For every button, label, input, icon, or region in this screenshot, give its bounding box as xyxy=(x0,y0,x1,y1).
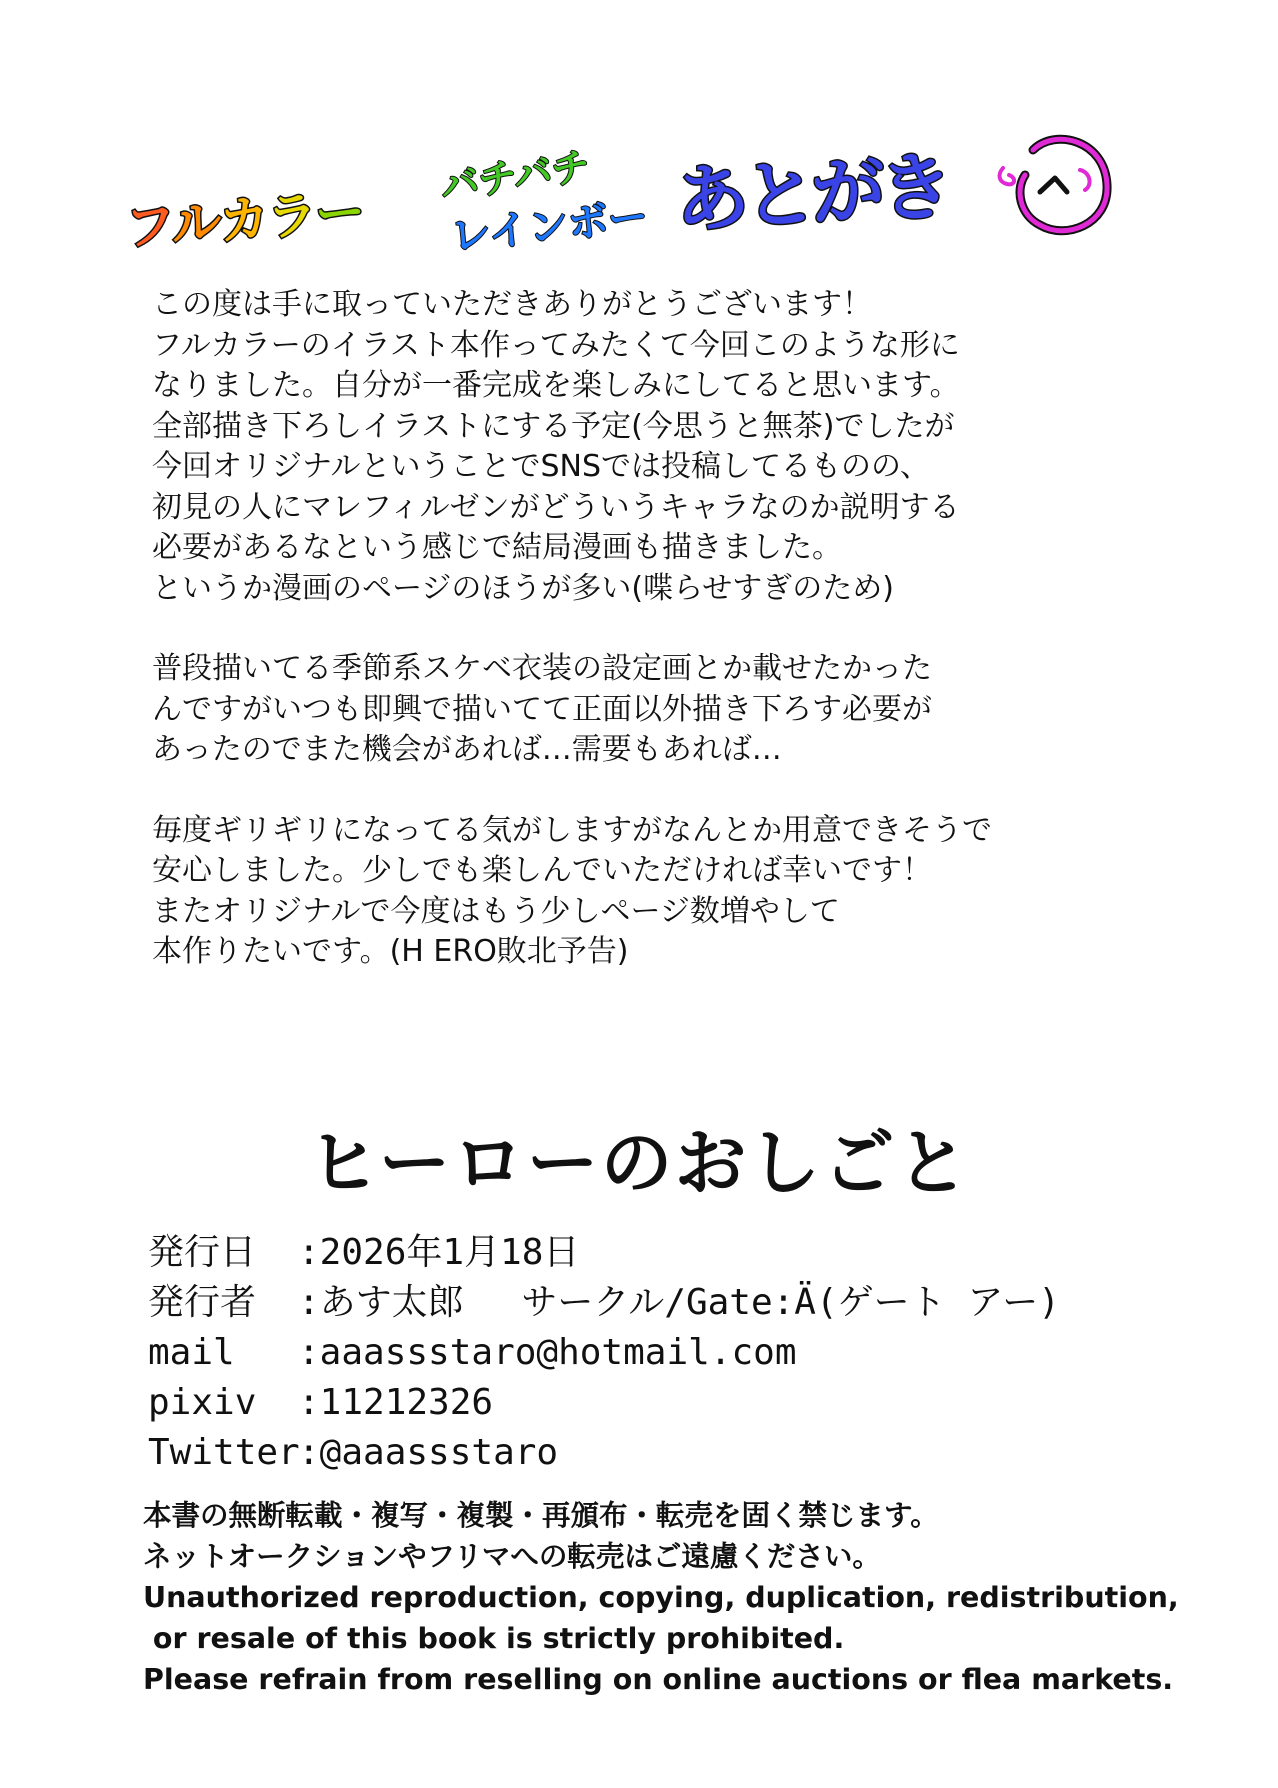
book-title: ヒーローのおしごと xyxy=(307,1121,971,1205)
text-line: なりました。自分が一番完成を楽しみにしてると思います。 xyxy=(152,368,960,403)
smiling-face-doodle-icon xyxy=(995,130,1115,245)
full-color-title xyxy=(123,172,365,260)
text-line: 安心しました。少しでも楽しんでいただければ幸いです！ xyxy=(152,853,932,888)
colophon-row-date xyxy=(148,1228,1060,1278)
notice-line: or resale of this book is strictly prohibited. xyxy=(143,1622,845,1655)
colophon-label: 発行者 xyxy=(148,1282,257,1323)
rainbow-title-line1: バチバチ xyxy=(438,143,593,209)
colophon-row-pixiv xyxy=(148,1378,1060,1428)
full-color-char: ー xyxy=(313,182,366,244)
colophon-value: :あす太郎 サークル/Gate:Ä(ゲート アー) xyxy=(298,1282,1060,1323)
colophon-label: 発行日 xyxy=(148,1232,257,1273)
rainbow-title-line2: レインボー xyxy=(448,193,651,261)
notice-line: Please refrain from reselling on online auctions or flea markets. xyxy=(143,1663,1174,1696)
colophon-value: :@aaassstaro xyxy=(298,1432,559,1473)
afterword-paragraph-1 xyxy=(152,285,1152,609)
colophon-label: Twitter xyxy=(148,1432,300,1473)
text-line: というか漫画のページのほうが多い(喋らせすぎのため) xyxy=(152,570,894,606)
colophon-value: :11212326 xyxy=(298,1382,494,1423)
text-line: 毎度ギリギリになってる気がしますがなんとか用意できそうで xyxy=(152,812,992,848)
full-color-char: ラ xyxy=(265,186,318,248)
colophon-row-publisher xyxy=(148,1278,1060,1328)
text-line: 必要があるなという感じで結局漫画も描きました。 xyxy=(152,530,842,565)
colophon-label: mail xyxy=(148,1332,235,1373)
afterword-text xyxy=(152,285,1152,973)
text-line: んですがいつも即興で描いてて正面以外描き下ろす必要が xyxy=(152,691,932,727)
colophon-row-twitter xyxy=(148,1428,1060,1478)
afterword-paragraph-2 xyxy=(152,649,1152,771)
colophon-value: :2026年1月18日 xyxy=(298,1232,580,1273)
notice-line: Unauthorized reproduction, copying, duplication, redistribution, xyxy=(143,1581,1179,1614)
copyright-notice xyxy=(143,1495,1263,1700)
notice-line: ネットオークションやフリマへの転売はご遠慮ください。 xyxy=(143,1540,881,1573)
text-line: フルカラーのイラスト本作ってみたくて今回このような形に xyxy=(152,327,960,363)
colophon xyxy=(148,1228,1060,1478)
colophon-row-mail xyxy=(148,1328,1060,1378)
colophon-value: :aaassstaro@hotmail.com xyxy=(298,1332,797,1373)
colophon-label: pixiv xyxy=(148,1382,257,1423)
text-line: 全部描き下ろしイラストにする予定(今思うと無茶)でしたが xyxy=(152,408,955,444)
text-line: 普段描いてる季節系スケベ衣装の設定画とか載せたかった xyxy=(152,651,932,686)
text-line: またオリジナルで今度はもう少しページ数増やして xyxy=(152,893,840,929)
full-color-char: フ xyxy=(123,196,174,258)
atogaki-title: あとがき xyxy=(673,143,950,245)
text-line: あったのでまた機会があれば…需要もあれば… xyxy=(152,732,782,767)
text-line: この度は手に取っていただきありがとうございます！ xyxy=(152,287,872,322)
text-line: 初見の人にマレフィルゼンがどういうキャラなのか説明する xyxy=(152,489,960,525)
full-color-char: ル xyxy=(169,192,222,255)
full-color-char: カ xyxy=(217,189,270,251)
text-line: 今回オリジナルということでSNSでは投稿してるものの、 xyxy=(152,449,930,484)
afterword-title-banner xyxy=(123,125,1125,261)
rainbow-title xyxy=(415,143,651,261)
notice-line: 本書の無断転載・複写・複製・再頒布・転売を固く禁じます。 xyxy=(143,1499,939,1532)
text-line: 本作りたいです。(H ERO敗北予告) xyxy=(152,934,629,969)
afterword-paragraph-3 xyxy=(152,811,1152,973)
